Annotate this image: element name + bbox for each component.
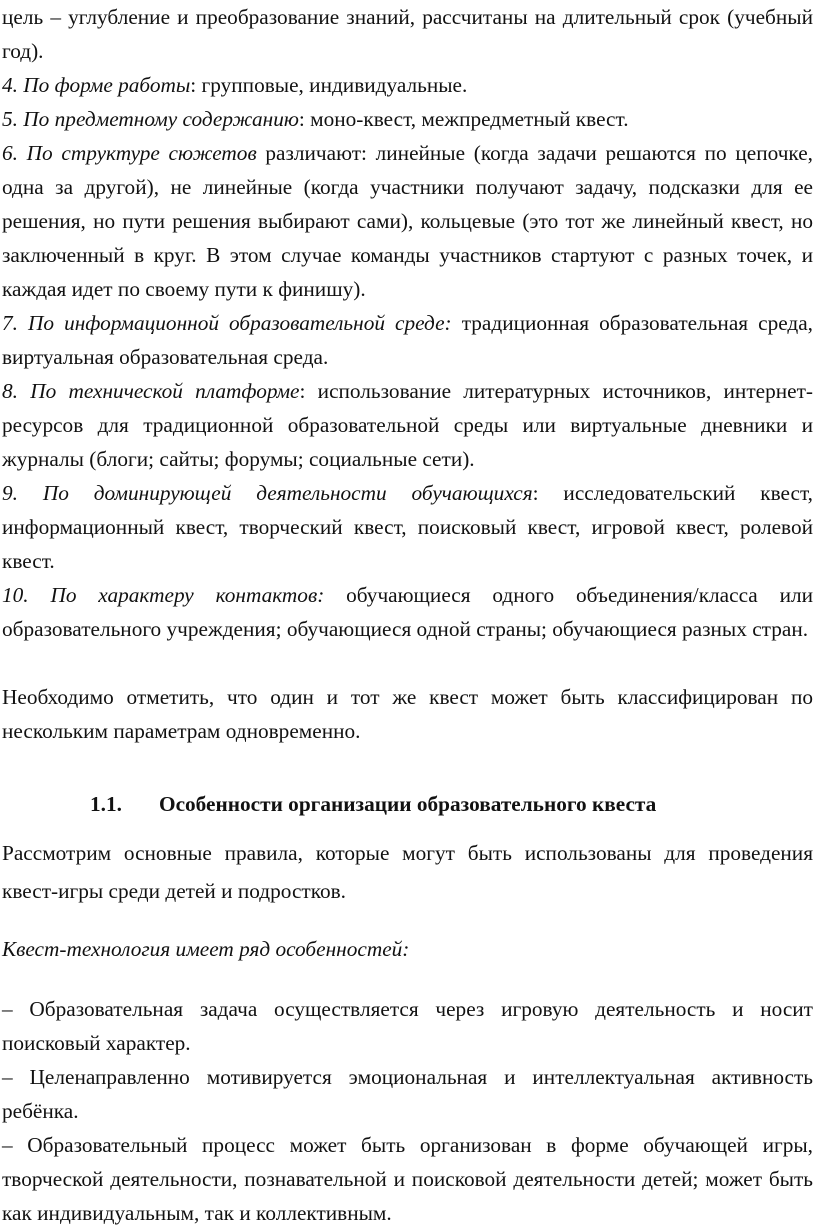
text-by-platform: : использование литературных источников, интернет-ресурсов для традиционной образовательной среды или виртуальные дневники и журналы (блоги; сайты; форумы; социальные сети). bbox=[2, 379, 813, 471]
paragraph-by-environment bbox=[2, 306, 813, 374]
paragraph-by-form bbox=[2, 68, 813, 102]
label-by-structure: 6. По структуре сюжетов bbox=[2, 141, 257, 165]
label-by-subject: 5. По предметному содержанию bbox=[2, 107, 299, 131]
text-by-subject: : моно-квест, межпредметный квест. bbox=[298, 107, 629, 131]
paragraph-by-activity bbox=[2, 476, 813, 578]
paragraph-intro bbox=[2, 834, 813, 910]
label-by-contacts: 10. По характеру контактов: bbox=[2, 583, 325, 607]
feature-item: – Целенаправленно мотивируется эмоциональная и интеллектуальная активность ребёнка. bbox=[2, 1065, 813, 1123]
features-heading: Квест-технология имеет ряд особенностей: bbox=[2, 937, 410, 961]
label-by-activity: 9. По доминирующей деятельности обучающихся bbox=[2, 481, 533, 505]
paragraph-by-subject bbox=[2, 102, 813, 136]
label-by-environment: 7. По информационной образовательной среде: bbox=[2, 311, 452, 335]
section-number: 1.1. bbox=[90, 792, 122, 816]
feature-item: – Образовательная задача осуществляется через игровую деятельность и носит поисковый характер. bbox=[2, 997, 813, 1055]
intro-text: Рассмотрим основные правила, которые могут быть использованы для проведения квест-игры среди детей и подростков. bbox=[2, 841, 813, 903]
note-text: Необходимо отметить, что один и тот же квест может быть классифицирован по нескольким параметрам одновременно. bbox=[2, 685, 813, 743]
paragraph-by-platform bbox=[2, 374, 813, 476]
label-by-form: 4. По форме работы bbox=[2, 73, 191, 97]
text-by-form: : групповые, индивидуальные. bbox=[190, 73, 468, 97]
spacer bbox=[2, 646, 813, 680]
paragraph-note bbox=[2, 680, 813, 748]
text-by-environment: традиционная образовательная среда, виртуальная образовательная среда. bbox=[2, 311, 813, 369]
text-by-structure: различают: линейные (когда задачи решаются по цепочке, одна за другой), не линейные (когда участники получают задачу, подсказки для ее решения, но пути решения выбирают сами), кольцевые (это тот же линейный квест, но заключенный в круг. В этом случае команды участников стартуют с разных точек, и каждая идет по своему пути к финишу). bbox=[2, 141, 813, 301]
feature-item: – Образовательный процесс может быть организован в форме обучающей игры, творческой деятельности, познавательной и поисковой деятельности детей; может быть как индивидуальным, так и коллективным. bbox=[2, 1133, 813, 1225]
paragraph-goal bbox=[2, 0, 813, 68]
text-by-contacts: обучающиеся одного объединения/класса или образовательного учреждения; обучающиеся одной страны; обучающиеся разных стран. bbox=[2, 583, 813, 641]
paragraph-by-structure bbox=[2, 136, 813, 306]
paragraph-by-contacts bbox=[2, 578, 813, 646]
section-heading bbox=[2, 782, 813, 826]
spacer bbox=[2, 966, 813, 992]
section-title: Особенности организации образовательного квеста bbox=[159, 792, 657, 816]
paragraph-goal-text: цель – углубление и преобразование знаний, рассчитаны на длительный срок (учебный год). bbox=[2, 5, 813, 63]
text-by-activity: : исследовательский квест, информационный квест, творческий квест, поисковый квест, игровой квест, ролевой квест. bbox=[2, 481, 814, 573]
label-by-platform: 8. По технической платформе bbox=[2, 379, 300, 403]
